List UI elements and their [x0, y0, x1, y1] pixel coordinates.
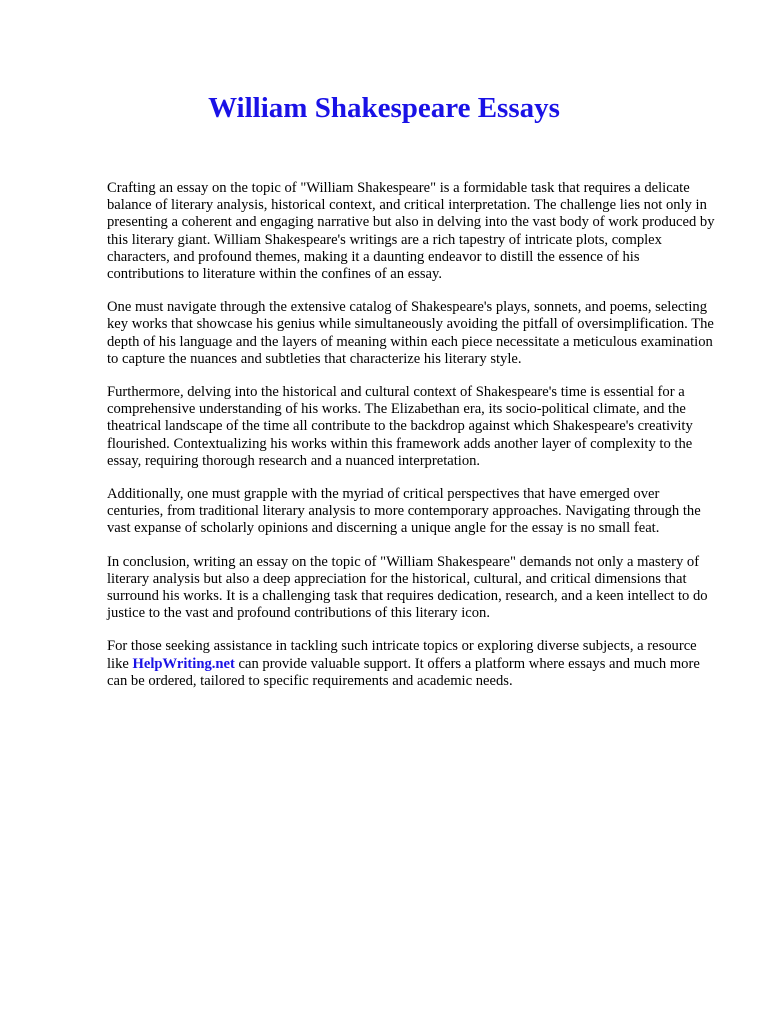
paragraph-conclusion: In conclusion, writing an essay on the topic of "William Shakespeare" demands not only a mastery of literary analysis but also a deep appreciation for the historical, cultural, and critical dimensions that surround his works. It is a challenging task that requires dedication, research, and a keen intellect to do justice to the vast and profound contributions of this literary icon.: [107, 553, 708, 622]
paragraph-critical-perspectives: Additionally, one must grapple with the myriad of critical perspectives that have emerged over centuries, from traditional literary analysis to more contemporary approaches. Navigating through the vast expanse of scholarly opinions and discerning a unique angle for the essay is no small feat.: [107, 486, 701, 537]
paragraph-closing: [107, 638, 717, 690]
closing-text-after-link: can provide valuable support. It offers a platform where essays and much more can be ordered, tailored to specific requirements and academic needs.: [107, 655, 700, 689]
helpwriting-link[interactable]: HelpWriting.net: [132, 655, 235, 672]
essay-body: [107, 180, 717, 706]
page-title: William Shakespeare Essays: [208, 92, 560, 124]
closing-text-before-link: For those seeking assistance in tackling such intricate topics or exploring diverse subjects, a resource like: [107, 638, 697, 672]
paragraph-historical-context: Furthermore, delving into the historical and cultural context of Shakespeare's time is essential for a comprehensive understanding of his works. The Elizabethan era, its socio-political climate, and the theatrical landscape of the time all contribute to the backdrop against which Shakespeare's creativity flourished. Contextualizing his works within this framework adds another layer of complexity to the essay, requiring thorough research and a nuanced interpretation.: [107, 384, 693, 469]
paragraph-catalog: One must navigate through the extensive catalog of Shakespeare's plays, sonnets, and poems, selecting key works that showcase his genius while simultaneously avoiding the pitfall of oversimplification. The depth of his language and the layers of meaning within each piece necessitate a meticulous examination to capture the nuances and subtleties that characterize his literary style.: [107, 299, 714, 367]
paragraph-intro: Crafting an essay on the topic of "William Shakespeare" is a formidable task that requires a delicate balance of literary analysis, historical context, and critical interpretation. The challenge lies not only in presenting a coherent and engaging narrative but also in delving into the vast body of work produced by this literary giant. William Shakespeare's writings are a rich tapestry of intricate plots, complex characters, and profound themes, making it a daunting endeavor to distill the essence of his contributions to literature within the confines of an essay.: [107, 180, 715, 283]
